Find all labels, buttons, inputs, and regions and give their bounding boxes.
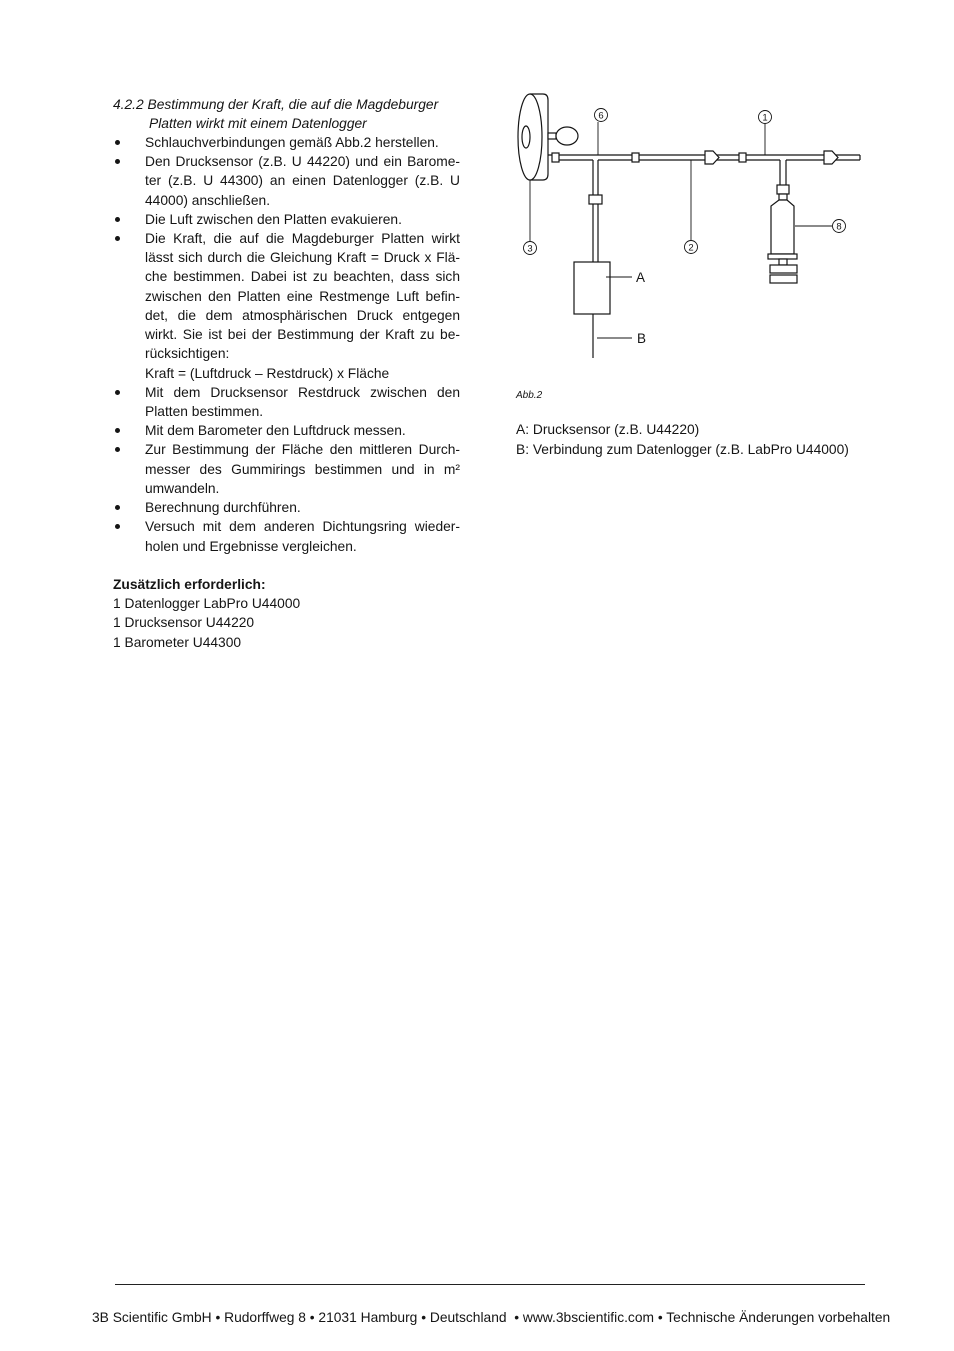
list-item-line: 44000) anschließen.	[145, 192, 271, 208]
list-item	[113, 498, 460, 517]
bullet-icon	[115, 236, 120, 241]
tube-connector	[552, 153, 559, 162]
tube-connector	[589, 195, 602, 204]
list-item-line: wirkt. Sie ist bei der Bestimmung der Kraft zu be-	[145, 327, 460, 343]
list-item	[113, 229, 460, 383]
list-item-line: Mit dem Barometer den Luftdruck messen.	[145, 423, 406, 439]
valve-knob	[556, 127, 578, 145]
spacer	[113, 556, 460, 575]
list-item-line: holen und Ergebnisse vergleichen.	[145, 538, 357, 554]
callout-label-b: B	[637, 331, 647, 346]
bullet-icon	[115, 428, 120, 433]
list-item	[113, 210, 460, 229]
bullet-icon	[115, 447, 120, 452]
setup-diagram	[510, 85, 870, 370]
required-item: 1 Datenlogger LabPro U44000	[113, 596, 301, 612]
callout-label-3: 3	[527, 243, 533, 255]
figure-caption: Abb.2	[516, 390, 543, 401]
syringe-neck	[779, 194, 787, 200]
list-item	[113, 440, 460, 498]
list-item-line: Berechnung durchführen.	[145, 500, 301, 516]
callout-label-8: 8	[836, 221, 842, 233]
hose-barb	[824, 151, 838, 164]
sensor-tube	[593, 160, 598, 262]
list-item-line: rücksichtigen:	[145, 346, 230, 362]
bullet-icon	[115, 140, 120, 145]
section-heading	[113, 95, 460, 133]
bullet-icon	[115, 159, 120, 164]
list-item-line: che bestimmen. Dabei ist zu beachten, dass sich	[145, 269, 460, 285]
tube-connector	[739, 153, 746, 162]
list-item-line: Platten bestimmen.	[145, 404, 264, 419]
callout-label-2: 2	[688, 242, 694, 254]
list-item	[113, 133, 460, 152]
syringe-plunger-head	[770, 265, 797, 273]
list-item-line: Mit dem Drucksensor Restdruck zwischen den	[145, 384, 460, 400]
required-heading: Zusätzlich erforderlich:	[113, 576, 266, 592]
bullet-icon	[115, 217, 120, 222]
list-item-line: Die Luft zwischen den Platten evakuieren.	[145, 211, 402, 227]
syringe-plunger-stem	[779, 259, 787, 265]
syringe-body	[771, 200, 794, 254]
formula-line: Kraft = (Luftdruck – Restdruck) x Fläche	[145, 365, 390, 381]
instructions-column	[113, 95, 460, 652]
required-item: 1 Drucksensor U44220	[113, 615, 255, 631]
list-item-line: det, die dem atmosphärischen Druck entgegen	[145, 307, 460, 323]
figure-legend	[516, 420, 849, 458]
list-item-line: Die Kraft, die auf die Magdeburger Platten wirkt	[145, 231, 460, 247]
section-heading-line: Platten wirkt mit einem Datenlogger	[149, 115, 367, 131]
list-item-line: messer des Gummirings bestimmen und in m²	[145, 461, 460, 477]
hose-barb	[705, 151, 719, 164]
tube-connector	[632, 153, 639, 162]
section-heading-line: 4.2.2 Bestimmung der Kraft, die auf die Magdeburger	[113, 96, 439, 112]
required-item: 1 Barometer U44300	[113, 634, 242, 650]
list-item	[113, 421, 460, 440]
callout-label-6: 6	[598, 110, 604, 122]
list-item-line: Den Drucksensor (z.B. U 44220) und ein Barome-	[145, 154, 460, 170]
bullet-icon	[115, 524, 120, 529]
list-item-line: Zur Bestimmung der Fläche den mittleren Durch-	[145, 442, 460, 458]
list-item-line: umwandeln.	[145, 480, 220, 496]
list-item	[113, 517, 460, 555]
legend-item: B: Verbindung zum Datenlogger (z.B. LabPro U44000)	[516, 441, 849, 457]
list-item-line: zwischen den Platten eine Restmenge Luft befin-	[145, 288, 460, 304]
syringe-plunger-cap	[770, 275, 797, 283]
syringe-flange	[768, 254, 797, 259]
list-item	[113, 383, 460, 421]
main-tube	[548, 155, 860, 160]
syringe-connector	[777, 185, 789, 194]
footer-text: 3B Scientific GmbH • Rudorffweg 8 • 21031 Hamburg • Deutschland • www.3bscientific.com • Technische Änderungen vorbehalten	[92, 1309, 891, 1325]
syringe-tube	[780, 160, 786, 186]
bullet-icon	[115, 390, 120, 395]
list-item-line: ter (z.B. U 44300) an einen Datenlogger (z.B. U	[145, 173, 460, 189]
list-item-line: Versuch mit dem anderen Dichtungsring wieder-	[145, 519, 460, 535]
pressure-sensor-box	[574, 262, 610, 314]
footer-divider	[115, 1284, 865, 1285]
callout-label-1: 1	[762, 112, 768, 124]
list-item-line: Schlauchverbindungen gemäß Abb.2 herstellen.	[145, 134, 439, 150]
list-item-line: lässt sich durch die Gleichung Kraft = Druck x Flä-	[145, 250, 460, 266]
valve-stem	[548, 133, 556, 139]
list-item	[113, 152, 460, 210]
callout-label-a: A	[636, 270, 646, 285]
legend-item: A: Drucksensor (z.B. U44220)	[516, 422, 700, 438]
bullet-icon	[115, 505, 120, 510]
